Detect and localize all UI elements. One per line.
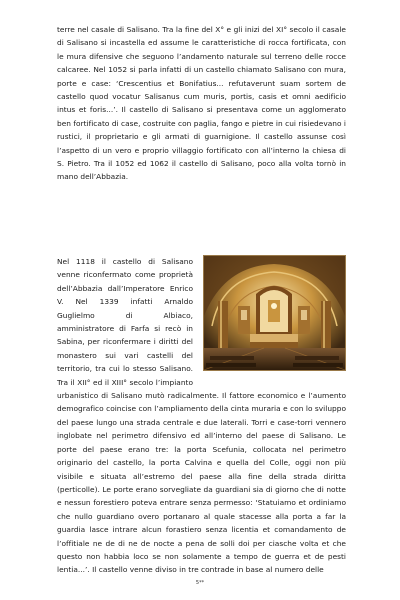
page-number: 5** [195, 580, 205, 586]
paragraph-2: Nel 1118 il castello di Salisano venne riconfermato come proprietà dell’Abbazia dall’Imperatore Enrico V. Nel 1339 infatti Arnaldo Guglielmo di Albiaco, amministratore di Farfa si recò in Sabina, per riconfermare i diritti del monastero sui vari castelli del territorio, tra cui lo stesso Salisano. Tra il XII° ed il XIII° secolo l’impianto urbanistico di Salisano mutò radicalmente. Il fattore economico e l’aumento demografico coincise con l’ampliamento della cinta muraria e con lo sviluppo del paese lungo una strada centrale e due laterali. Torri e case-torri vennero inglobate nel perimetro difensivo ed all’interno del paese di Salisano. Le porte del paese erano tre: la porta Scefunia, collocata nel perimetro originario del castello, la porta Calvina e quella del Colle, oggi non più visibile e situata all’estremo del paese alla fine della strada diritta (perticolle). Le porte erano sorvegliate da guardiani sia di giorno che di notte e nessun forestiero poteva entrare senza permesso: ‘Statuiamo et ordiniamo che nullo guardiano overo portanaro al quale stacesse alla porta a far la guardia lasce intrare alcun forastiero senza licentia et comandamento de l’offitiale ne de di ne de nocte a pena de solli doi per ciasche volta et che questo non habbia loco se non solamente a tempo de guerra et de pesti lentia...’. Il castello venne diviso in tre contrade in base al numero delle [57, 257, 346, 575]
paragraph-1: terre nel casale di Salisano. Tra la fine del X° e gli inizi del XI° secolo il casale di Salisano si incastella ed assume le caratteristiche di rocca fortificata, con le mura difensive che seguono l’andamento naturale sul terreno delle rocce calcaree. Nel 1052 si parla infatti di un castello chiamato Salisano con mura, porte e case: ‘Crescentius et Bonifatius... refutaverunt suam sortem de castello quod vocatur Salisanus cum muris, portis, casis et omni aedificio intus et foris...’. Il castello di Salisano si presentava come un agglomerato ben fortificato di case, costruite con paglia, fango e pietre in cui risiedevano i rustici, il proprietario e gli armati di guarnigione. Il castello assunse così l’aspetto di un vero e proprio villaggio fortificato con all’interno la chiesa di S. Pietro. Tra il 1052 ed 1062 il castello di Salisano, poco alla volta tornò in mano dell’Abbazia. [57, 25, 346, 182]
church-interior-illustration [204, 256, 345, 370]
paragraph-2-block [57, 255, 346, 577]
church-interior-photo [203, 255, 346, 371]
